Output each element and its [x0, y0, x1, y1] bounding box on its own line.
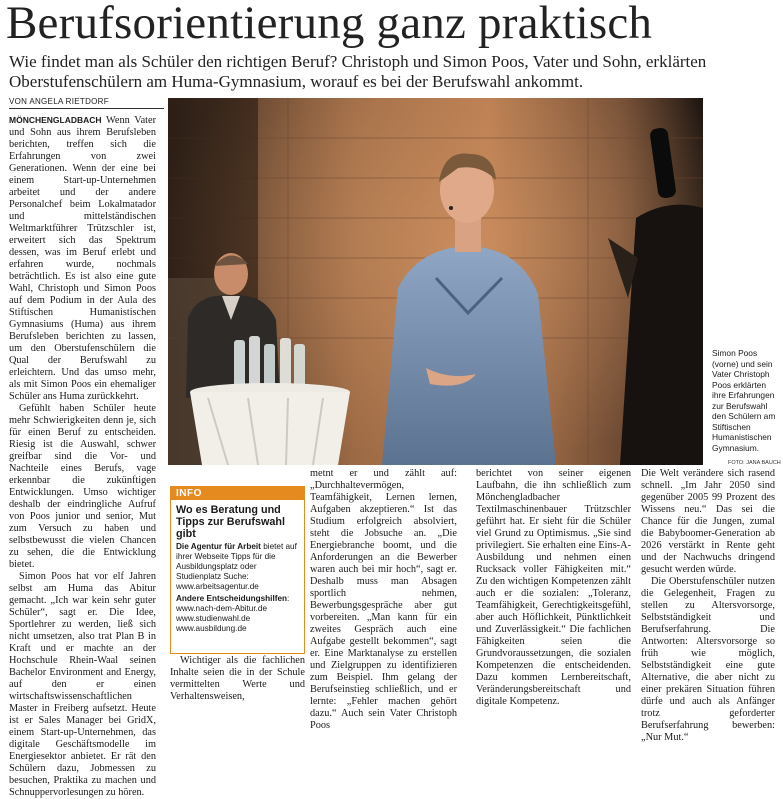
- article-column-5: [641, 468, 775, 743]
- headline: Berufsorientierung ganz praktisch: [6, 0, 653, 49]
- photo-caption: Simon Poos (vorne) und sein Vater Christoph Poos erklärten ihre Erfahrungen zur Berufswahl den Schülern am Stiftischen Humanistischen Gymnasium.: [712, 348, 776, 453]
- dateline: MÖNCHENGLADBACH: [9, 115, 102, 125]
- article-paragraph: [9, 114, 156, 403]
- article-paragraph: Gefühlt haben Schüler heute mehr Schwierigkeiten denn je, sich für einen Beruf zu entscheiden. Riesig ist die Auswahl, schwer greifbar sind die Vor- und Nachteile eines Berufs, vage erkennbar die zukünftigen Entwicklungen. Umso wichtiger deshalb der eindringliche Aufruf von Poos junior und senior, Mut zum Versuch zu haben und selbstbewusst die vielen Chancen zu sehen, die die Entwicklung bietet.: [9, 403, 156, 570]
- article-column-1: [9, 114, 156, 798]
- article-photo: [168, 98, 703, 465]
- paragraph-text: Wenn Vater und Sohn aus ihrem Berufsleben berichten, treffen sich die Erfahrungen von zwei Generationen. Wenn der eine bei einem Start-up-Unternehmen arbeitet und der andere Personalchef beim Lokalmatador und mittelständischen Weltmarktführer Trützschler ist, erweitert sich das Spektrum dessen, was im Beruf erlebt und erfahren wurde, nochmals beträchtlich. Es ist also eine gute Wahl, Christoph und Simon Poos auf dem Podium in der Aula des Stiftischen Humanistischen Gymnasiums (Huma) aus ihrem Berufsleben berichten zu lassen, um den Oberstufenschülern die Qual der Berufswahl zu erleichtern. Und das umso mehr, als mit Simon Poos ein ehemaliger Schüler ans Huma zurückkehrt.: [9, 115, 156, 402]
- article-column-2-bottom: [170, 655, 305, 702]
- info-agency: [176, 542, 299, 592]
- info-other-label: Andere Entscheidungshilfen: [176, 594, 287, 603]
- article-column-4: [476, 468, 631, 707]
- info-link[interactable]: www.studienwahl.de: [176, 614, 251, 623]
- article-paragraph: Simon Poos hat vor elf Jahren selbst am Huma das Abitur gemacht. „Ich war kein sehr guter Schüler“, sagt er. Die Idee, Sportlehrer zu werden, ließ sich nicht umsetzen, also trat Plan B in Kraft und er machte an der Hochschule Rhein-Waal seinen Bachelor Environment and Energy, auf den er einen wirtschaftswissenschaftlichen Master in Freiberg aufsetzt. Heute ist er Sales Manager bei GridX, einem Start-up-Unternehmen, das digitale Geschäftsmodelle im Energiesektor anbietet. Er rät den Schülern dazu, Jobmessen zu besuchen, Praktika zu machen und Schnuppervorlesungen zu hören.: [9, 571, 156, 798]
- article-paragraph: berichtet von seiner eigenen Laufbahn, die ihn schließlich zum Mönchengladbacher Textilmaschinenbauer Trützschler geführt hat. Er sieht für die Schüler viel Grund zu Optimismus. „Sie sind privilegiert. Sie erhalten eine Eins-A-Ausbildung und nehmen einen Rucksack voller Fähigkeiten mit.“ Zu den wichtigen Kompetenzen zählt auch er die sozialen: „Toleranz, Teamfähigkeit, Gerechtigkeitsgefühl, aber auch Höflichkeit, Pünktlichkeit und Zuverlässigkeit.“ Die fachlichen Fähigkeiten seien die Grundvoraussetzungen, die sozialen Kompetenzen die entscheidenden. Dazu kommen Lernbereitschaft, Veränderungsbereitschaft und digitale Kompetenz.: [476, 468, 631, 707]
- article-paragraph: metnt er und zählt auf: „Durchhaltevermögen, Teamfähigkeit, Lernen lernen, Aufgaben akzeptieren.“ Ist das Studium erfolgreich absolviert, steht die Jobsuche an. „Die Energiebranche boomt, und die Anforderungen an die Bewerber waren auch bei mir hoch“, sagt er. Deshalb muss man Absagen sportlich nehmen, Bewerbungsgespräche aber gut vorbereiten. „Man kann für ein zweites Gespräch auch eine Aufgabe gestellt bekommen“, sagt er. Eine Marktanalyse zu erstellen und Zielgruppen zu identifizieren zum Beispiel. Ihm gelang der Berufseinstieg schließlich, und er lernte: „Fehler machen gehört dazu.“ Auch sein Vater Christoph Poos: [310, 468, 457, 731]
- info-agency-text: bietet auf ihrer Webseite Tipps für die Ausbildungsplatz oder Studienplatz Suche: www.arbeitsagentur.de: [176, 542, 297, 591]
- info-box: [170, 486, 305, 654]
- stage-photo-illustration: [168, 98, 703, 465]
- table: [190, 383, 350, 465]
- info-link[interactable]: www.ausbildung.de: [176, 624, 247, 633]
- article-paragraph: Die Welt verändere sich rasend schnell. „Im Jahr 2050 sind gegenüber 2005 99 Prozent des Wissens neu.“ Das sei die Chance für die Jungen, zumal die Babyboomer-Generation ab 2026 verstärkt in Rente geht und der Nachwuchs dringend gesucht werden würde.: [641, 468, 775, 575]
- info-agency-label: Die Agentur für Arbeit: [176, 542, 261, 551]
- article-column-3: [310, 468, 457, 731]
- photo-credit: FOTO: JANA BAUCH: [728, 460, 781, 466]
- subheadline: Wie findet man als Schüler den richtigen Beruf? Christoph und Simon Poos, Vater und Sohn, erklärten Oberstufenschülern am Huma-Gymnasium, worauf es bei der Berufswahl ankommt.: [9, 52, 707, 91]
- info-link[interactable]: www.nach-dem-Abitur.de: [176, 604, 268, 613]
- article-paragraph: Wichtiger als die fachlichen Inhalte seien die in der Schule vermittelten Werte und Verhaltensweisen,: [170, 655, 305, 702]
- info-other-colon: :: [287, 594, 290, 603]
- byline: VON ANGELA RIETDORF: [9, 97, 164, 109]
- info-title: Wo es Beratung und Tipps zur Berufswahl gibt: [176, 504, 285, 540]
- info-tag: INFO: [171, 487, 304, 500]
- article-paragraph: Die Oberstufenschüler nutzen die Gelegenheit, Fragen zu stellen zu Altersvorsorge, Selbstständigkeit und Berufserfahrung. Die Antworten: Altersvorsorge so früh wie möglich, Selbstständigkeit eine gute Alternative, die aber nicht zu einer prekären Situation führen dürfe und auch als Anfänger trotz geforderter Berufserfahrung bewerben: „Nur Mut.“: [641, 576, 775, 743]
- info-other: [176, 594, 299, 634]
